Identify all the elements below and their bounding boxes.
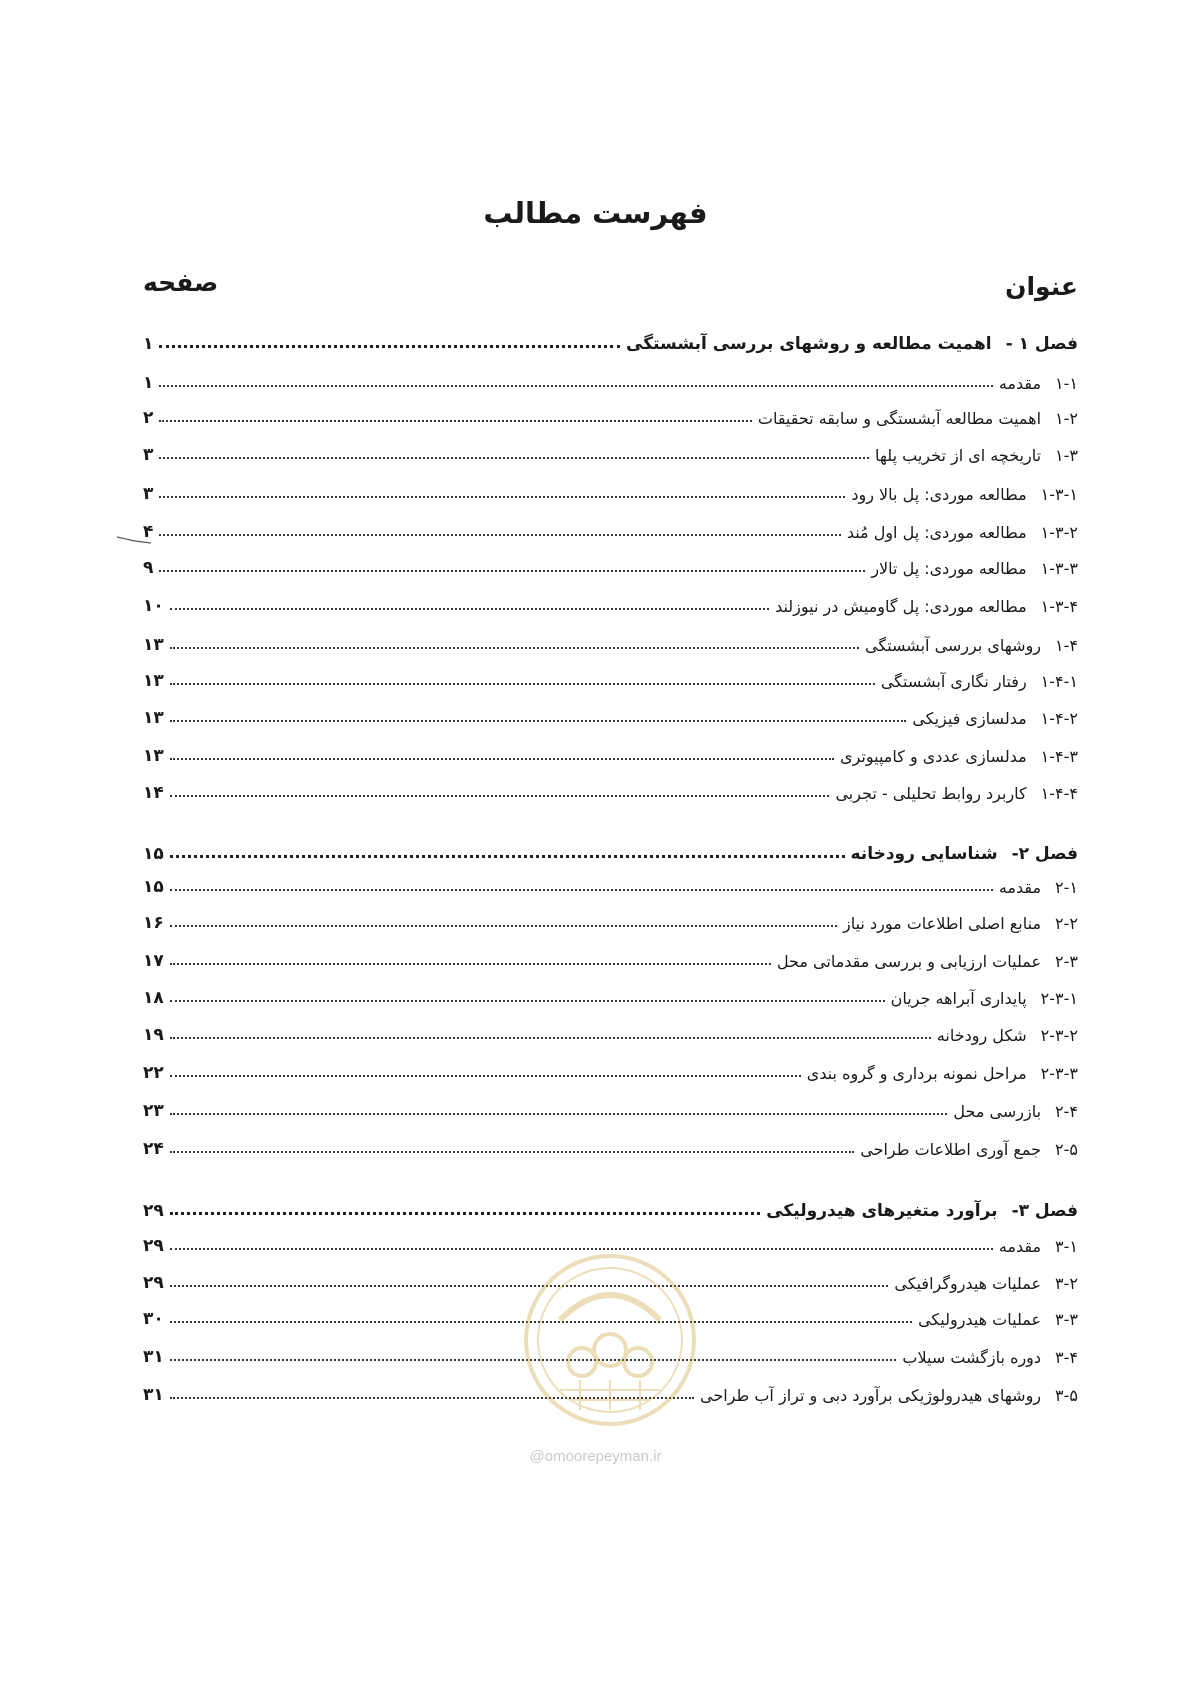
toc-entry-row[interactable] xyxy=(143,663,1078,693)
toc-page-number: ۱۵ xyxy=(143,844,164,864)
toc-entry-title: مدلسازی عددی و کامپیوتری xyxy=(840,747,1027,766)
dot-leader xyxy=(170,1212,760,1215)
dot-leader xyxy=(159,345,620,348)
toc-entry-title: جمع آوری اطلاعات طراحی xyxy=(860,1140,1042,1159)
toc-chapter-row[interactable] xyxy=(143,1193,1078,1223)
toc-entry-title: مقدمه xyxy=(998,878,1042,897)
toc-page-number: ۱۵ xyxy=(143,877,164,897)
toc-entry-row[interactable] xyxy=(143,437,1078,467)
toc-page-number: ۱۷ xyxy=(143,951,164,971)
dot-leader xyxy=(170,1113,948,1115)
dot-leader xyxy=(170,963,771,965)
toc-entry-row[interactable] xyxy=(143,700,1078,730)
toc-entry-title: مطالعه موردی: پل گاومیش در نیوزلند xyxy=(775,597,1027,616)
toc-entry-title: عملیات ارزیابی و بررسی مقدماتی محل xyxy=(776,952,1042,971)
toc-entry-row[interactable] xyxy=(143,400,1078,430)
watermark-text: @omoorepeyman.ir xyxy=(529,1448,662,1465)
toc-entry-title: روشهای هیدرولوژیکی برآورد دبی و تراز آب طراحی xyxy=(700,1386,1042,1405)
toc-page-number: ۹ xyxy=(143,558,154,578)
toc-entry-title: مقدمه xyxy=(998,1237,1042,1256)
toc-page-number: ۳ xyxy=(143,484,154,504)
toc-entry-number: ۱-۴-۲ xyxy=(1040,709,1078,728)
toc-page-number: ۲۲ xyxy=(143,1063,164,1083)
dot-leader xyxy=(170,683,875,685)
toc-entry-number: فصل ۱ - xyxy=(1005,334,1078,354)
toc-entry-title: بازرسی محل xyxy=(953,1102,1042,1121)
dot-leader xyxy=(170,608,769,610)
toc-entry-title: مطالعه موردی: پل بالا رود xyxy=(851,485,1027,504)
dot-leader xyxy=(170,889,993,891)
toc-entry-number: ۲-۴ xyxy=(1055,1102,1078,1121)
toc-page-number: ۱۳ xyxy=(143,708,164,728)
toc-entry-number: ۱-۴ xyxy=(1055,636,1078,655)
title-column-heading: عنوان xyxy=(1005,272,1078,301)
toc-page-number: ۱۳ xyxy=(143,746,164,766)
toc-entry-number: ۱-۴-۴ xyxy=(1040,784,1078,803)
toc-entry-number: ۳-۱ xyxy=(1055,1237,1078,1256)
dot-leader xyxy=(159,570,865,572)
dot-leader xyxy=(170,720,907,722)
toc-entry-row[interactable] xyxy=(143,476,1078,506)
toc-page-number: ۲۹ xyxy=(143,1273,164,1293)
toc-entry-row[interactable] xyxy=(143,1093,1078,1123)
toc-entry-number: ۲-۳-۳ xyxy=(1040,1064,1078,1083)
toc-page-number: ۱۳ xyxy=(143,671,164,691)
pen-stroke-mark xyxy=(115,531,155,545)
toc-entry-number: ۱-۴-۳ xyxy=(1040,747,1078,766)
toc-entry-number: ۱-۲ xyxy=(1055,409,1078,428)
toc-page-number: ۱۰ xyxy=(143,596,164,616)
toc-page-number: ۱۳ xyxy=(143,635,164,655)
dot-leader xyxy=(170,1000,885,1002)
toc-entry-number: ۲-۳-۲ xyxy=(1040,1026,1078,1045)
toc-entry-row[interactable] xyxy=(143,627,1078,657)
toc-entry-title: روشهای بررسی آبشستگی xyxy=(865,636,1042,655)
toc-entry-number: ۱-۴-۱ xyxy=(1040,672,1078,691)
toc-entry-title: پایداری آبراهه جریان xyxy=(890,989,1027,1008)
toc-page-number: ۲ xyxy=(143,408,154,428)
toc-page-number: ۱۶ xyxy=(143,913,164,933)
toc-entry-title: مطالعه موردی: پل تالار xyxy=(871,559,1027,578)
toc-entry-title: مقدمه xyxy=(998,374,1042,393)
toc-page-number: ۲۴ xyxy=(143,1139,164,1159)
toc-entry-title: منابع اصلی اطلاعات مورد نیاز xyxy=(843,914,1042,933)
toc-entry-number: فصل ۲- xyxy=(1011,844,1078,864)
toc-entry-title: مراحل نمونه برداری و گروه بندی xyxy=(806,1064,1027,1083)
dot-leader xyxy=(170,758,834,760)
toc-entry-title: اهمیت مطالعه و روشهای بررسی آبشستگی xyxy=(626,334,992,354)
toc-entry-row[interactable] xyxy=(143,980,1078,1010)
page-title: فهرست مطالب xyxy=(483,196,708,230)
toc-entry-row[interactable] xyxy=(143,1017,1078,1047)
toc-page-number: ۴ xyxy=(143,522,154,542)
toc-entry-row[interactable] xyxy=(143,1131,1078,1161)
toc-entry-row[interactable] xyxy=(143,365,1078,395)
toc-page-number: ۳۱ xyxy=(143,1385,164,1405)
toc-entry-number: ۱-۳-۳ xyxy=(1040,559,1078,578)
toc-entry-row[interactable] xyxy=(143,588,1078,618)
toc-entry-title: تاریخچه ای از تخریب پلها xyxy=(875,446,1042,465)
dot-leader xyxy=(170,925,837,927)
toc-entry-number: ۳-۵ xyxy=(1055,1386,1078,1405)
toc-page-number: ۱۹ xyxy=(143,1025,164,1045)
dot-leader xyxy=(170,1037,931,1039)
toc-entry-number: ۱-۳-۲ xyxy=(1040,523,1078,542)
dot-leader xyxy=(159,420,751,422)
toc-entry-title: عملیات هیدرولیکی xyxy=(918,1310,1042,1329)
toc-entry-row[interactable] xyxy=(143,775,1078,805)
toc-page-number: ۲۳ xyxy=(143,1101,164,1121)
toc-entry-title: مطالعه موردی: پل اول مُند xyxy=(846,523,1027,542)
dot-leader xyxy=(159,496,845,498)
toc-entry-title: شناسایی رودخانه xyxy=(850,844,998,864)
dot-leader xyxy=(170,647,859,649)
toc-entry-number: ۲-۳-۱ xyxy=(1040,989,1078,1008)
page-column-heading: صفحه xyxy=(143,268,219,297)
toc-entry-number: ۲-۱ xyxy=(1055,878,1078,897)
toc-entry-title: برآورد متغیرهای هیدرولیکی xyxy=(766,1201,998,1221)
toc-entry-title: کاربرد روابط تحلیلی - تجربی xyxy=(835,784,1027,803)
toc-entry-number: ۳-۲ xyxy=(1055,1274,1078,1293)
dot-leader xyxy=(170,855,845,858)
dot-leader xyxy=(159,385,992,387)
dot-leader xyxy=(170,1151,854,1153)
toc-entry-number: فصل ۳- xyxy=(1011,1201,1078,1221)
toc-entry-row[interactable] xyxy=(143,738,1078,768)
toc-entry-row[interactable] xyxy=(143,514,1078,544)
toc-entry-row[interactable] xyxy=(143,943,1078,973)
toc-chapter-row[interactable] xyxy=(143,836,1078,866)
toc-entry-number: ۳-۴ xyxy=(1055,1348,1078,1367)
toc-entry-title: اهمیت مطالعه آبشستگی و سابقه تحقیقات xyxy=(757,409,1042,428)
toc-entry-row[interactable] xyxy=(143,1055,1078,1085)
toc-entry-row[interactable] xyxy=(143,869,1078,899)
toc-entry-number: ۱-۳ xyxy=(1055,446,1078,465)
toc-page-number: ۱ xyxy=(143,334,154,354)
toc-entry-title: عملیات هیدروگرافیکی xyxy=(894,1274,1042,1293)
toc-page-number: ۳۱ xyxy=(143,1347,164,1367)
toc-entry-number: ۳-۳ xyxy=(1055,1310,1078,1329)
toc-entry-number: ۲-۵ xyxy=(1055,1140,1078,1159)
toc-chapter-row[interactable] xyxy=(143,326,1078,356)
dot-leader xyxy=(170,1075,801,1077)
toc-entry-number: ۱-۱ xyxy=(1055,374,1078,393)
toc-entry-number: ۲-۲ xyxy=(1055,914,1078,933)
dot-leader xyxy=(170,795,830,797)
toc-entry-title: شکل رودخانه xyxy=(936,1026,1027,1045)
toc-entry-title: رفتار نگاری آبشستگی xyxy=(880,672,1027,691)
toc-page-number: ۲۹ xyxy=(143,1201,164,1221)
dot-leader xyxy=(159,534,840,536)
toc-entry-number: ۲-۳ xyxy=(1055,952,1078,971)
toc-page-number: ۲۹ xyxy=(143,1236,164,1256)
toc-page-number: ۳۰ xyxy=(143,1309,164,1329)
toc-page-number: ۱۴ xyxy=(143,783,164,803)
toc-entry-number: ۱-۳-۴ xyxy=(1040,597,1078,616)
toc-entry-row[interactable] xyxy=(143,550,1078,580)
toc-entry-title: دوره بازگشت سیلاب xyxy=(902,1348,1042,1367)
toc-entry-title: مدلسازی فیزیکی xyxy=(912,709,1027,728)
dot-leader xyxy=(159,457,869,459)
toc-entry-number: ۱-۳-۱ xyxy=(1040,485,1078,504)
toc-page-number: ۱۸ xyxy=(143,988,164,1008)
toc-page-number: ۳ xyxy=(143,445,154,465)
toc-entry-row[interactable] xyxy=(143,905,1078,935)
seal-watermark-icon xyxy=(520,1250,700,1430)
toc-page-number: ۱ xyxy=(143,373,154,393)
